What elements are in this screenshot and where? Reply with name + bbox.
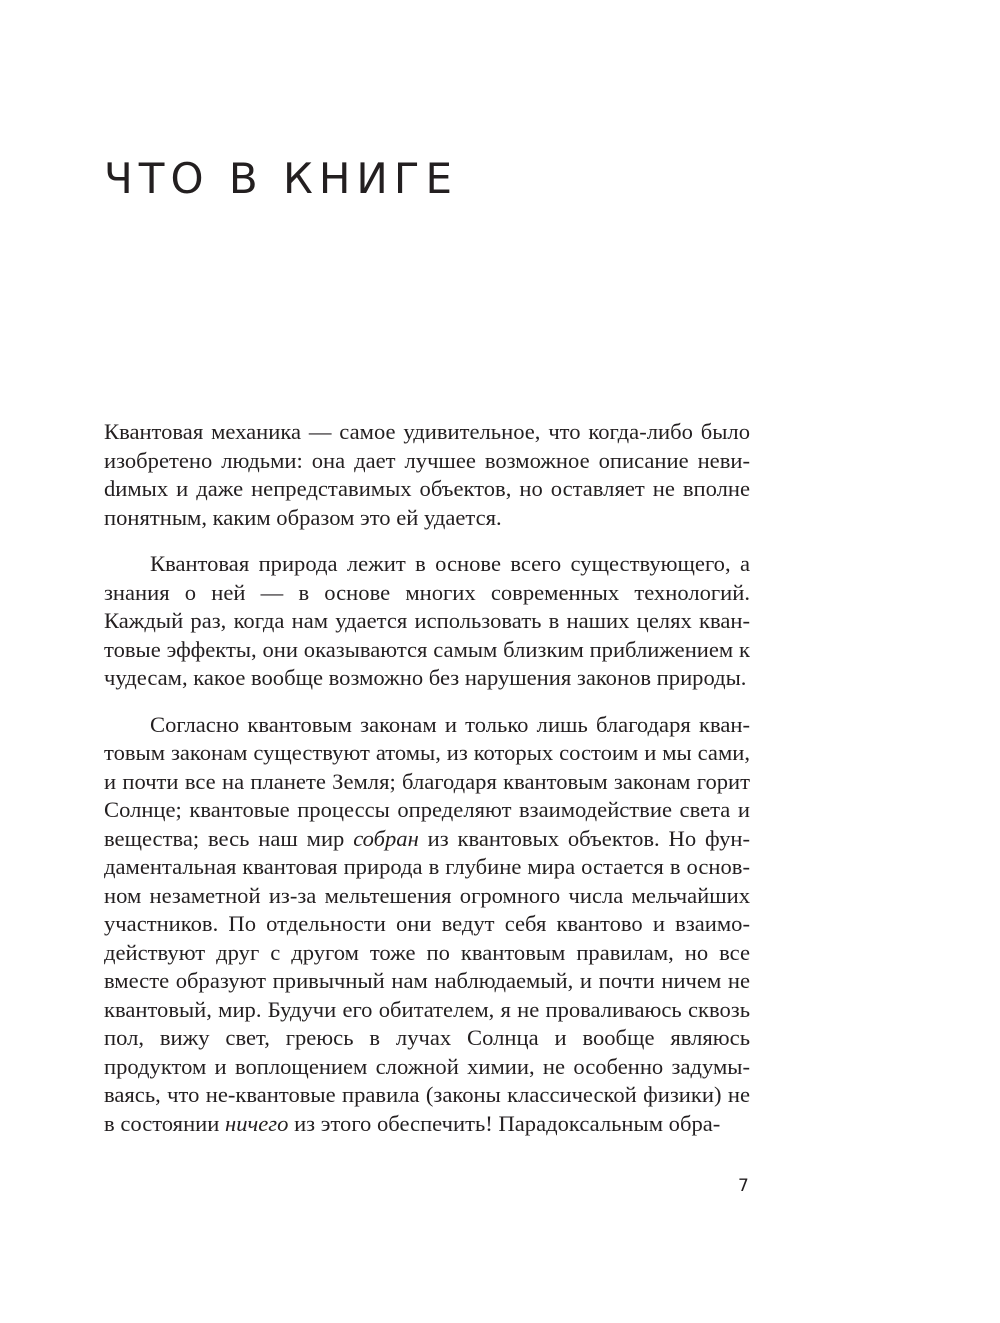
paragraph-3 bbox=[104, 711, 750, 1139]
paragraph-1: Квантовая механика — самое удивительное, что когда-либо было изобретено людьми: она дает лучшее возможное описание невиdимых и даже непредставимых объектов, но оставляет не вполне понятным, каким образом это ей удается. bbox=[104, 419, 750, 530]
emphasis-nichego: ничего bbox=[225, 1110, 289, 1136]
paragraph-3-part-3: из этого обеспечить! Парадоксальным обра- bbox=[288, 1110, 721, 1136]
chapter-title: ЧТО В КНИГЕ bbox=[104, 154, 458, 203]
paragraph-3-part-1: Согласно квантовым законам и только лишь благодаря квантовым законам существуют атомы, из которых состоим и мы сами, и почти все на планете Земля; благодаря квантовым законам горит Солнце; квантовые процессы определяют взаимодействие света и вещества; весь наш мир bbox=[104, 711, 750, 851]
paragraph-2: Квантовая природа лежит в основе всего существующего, а знания о ней — в основе многих современных технологий. Каждый раз, когда нам удается использовать в наших целях квантовые эффекты, они оказываются самым близким приближением к чудесам, какое вообще возможно без нарушения законов природы. bbox=[104, 551, 750, 690]
paragraph-3-part-2: из квантовых объектов. Но фундаментальная квантовая природа в глубине мира остается в основном незаметной из-за мельтешения огромного числа мельчайших участников. По отдельности они ведут себя квантово и взаимодействуют друг с другом тоже по квантовым правилам, но все вместе образуют привычный нам наблюдаемый, и почти ничем не квантовый, мир. Будучи его обитателем, я не проваливаюсь сквозь пол, вижу свет, греюсь в лучах Солнца и вообще являюсь продуктом и воплощением сложной химии, не особенно задумываясь, что не-квантовые правила (законы классической физики) не в состоянии bbox=[104, 825, 750, 1136]
page-number: 7 bbox=[738, 1176, 749, 1196]
emphasis-sobran: собран bbox=[353, 825, 419, 851]
body-text bbox=[104, 418, 750, 1138]
